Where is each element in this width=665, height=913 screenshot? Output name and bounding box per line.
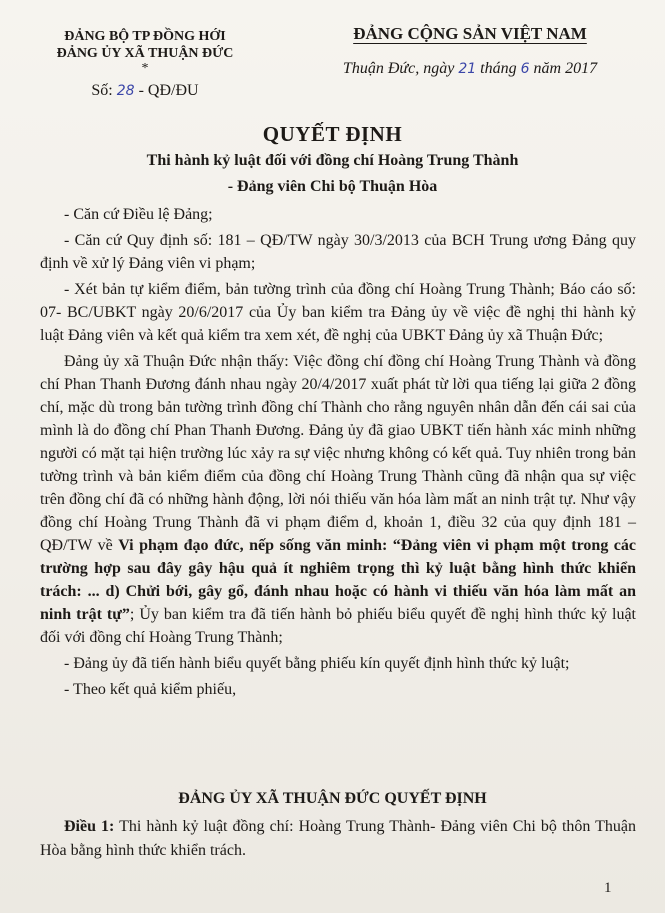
party-header [300, 24, 640, 78]
document-subtitle-1: Thi hành kỷ luật đối với đồng chí Hoàng Trung Thành [146, 152, 519, 169]
findings-violation: Vi phạm đạo đức, nếp sống văn minh: “Đảng viên vi phạm một trong các trường hợp sau đây gây hậu quả ít nghiêm trọng thì kỷ luật bằng hình thức khiển trách: ... d) Chửi bới, gây gổ, đánh nhau hoặc có hành vi thiếu văn hóa làm mất an ninh trật tự” [40, 537, 636, 623]
date-year: năm 2017 [529, 60, 598, 77]
article-1-label: Điều 1: [64, 818, 115, 835]
article-1-text: Thi hành kỷ luật đồng chí: Hoàng Trung Thành- Đảng viên Chi bộ thôn Thuận Hòa bằng hình thức khiển trách. [40, 818, 637, 859]
issuer-header [20, 28, 270, 100]
basis-count: - Theo kết quả kiểm phiếu, [64, 681, 237, 698]
document-title: QUYẾT ĐỊNH [262, 122, 403, 146]
party-name: ĐẢNG CỘNG SẢN VIỆT NAM [353, 24, 587, 43]
document-number-suffix: - QĐ/ĐU [134, 82, 199, 99]
date-day: 21 [458, 61, 477, 77]
decision-heading: ĐẢNG ỦY XÃ THUẬN ĐỨC QUYẾT ĐỊNH [178, 790, 487, 807]
document-subtitle-2: - Đảng viên Chi bộ Thuận Hòa [227, 178, 438, 195]
findings-text: Đảng ủy xã Thuận Đức nhận thấy: Việc đồng chí đồng chí Hoàng Trung Thành và đồng chí Phan Thanh Đương đánh nhau ngày 20/4/2017 xuất phát từ lời qua tiếng lại giữa 2 đồng chí, mặc dù trong bản tường trình đồng chí Thành cho rằng nguyên nhân dẫn đến cái sai của mình là do đồng chí Phan Thanh Đương. Đảng ủy đã giao UBKT tiến hành xác minh những người có mặt tại hiện trường lúc xảy ra sự việc nhưng không có kết quả. Tuy nhiên trong bản tường trình và bản kiểm điểm của đồng chí Hoàng Trung Thành cũng đã nhận qua sự việc trên đồng chí đã có những hành động, lời nói thiếu văn hóa làm mất an ninh trật tự. Như vậy đồng chí Hoàng Trung Thành đã vi phạm điểm d, khoản 1, điều 32 của quy định 181 – QĐ/TW về [40, 353, 636, 554]
page-number: 1 [604, 880, 612, 896]
document-number-value: 28 [116, 83, 135, 99]
header-star: * [141, 61, 149, 76]
issuer-line-1: ĐẢNG BỘ TP ĐỒNG HỚI [64, 29, 226, 44]
basis-review: - Xét bản tự kiểm điểm, bản tường trình của đồng chí Hoàng Trung Thành; Báo cáo số: 07- BC/UBKT ngày 20/6/2017 của Ủy ban kiểm tra Đảng ủy về việc đề nghị thi hành kỷ luật Đảng viên và kết quả kiểm tra xem xét, đề nghị của UBKT Đảng ủy xã Thuận Đức; [40, 281, 636, 344]
document-body [40, 203, 636, 704]
basis-vote: - Đảng ủy đã tiến hành biểu quyết bằng phiếu kín quyết định hình thức kỷ luật; [64, 655, 570, 672]
document-number [20, 82, 270, 100]
findings-conclusion: ; Ủy ban kiểm tra đã tiến hành bỏ phiếu biểu quyết đề nghị hình thức kỷ luật đối với đồng chí Hoàng Trung Thành; [40, 606, 637, 646]
date-month-label: tháng [476, 60, 521, 77]
date-line [300, 60, 640, 78]
title-block [0, 122, 665, 199]
article-1 [40, 815, 636, 863]
document-number-label: Số: [91, 82, 113, 99]
basis-regulation: - Căn cứ Quy định số: 181 – QĐ/TW ngày 30/3/2013 của BCH Trung ương Đảng quy định về xử lý Đảng viên vi phạm; [40, 232, 636, 272]
findings-paragraph [40, 350, 636, 649]
date-place: Thuận Đức, ngày [342, 60, 459, 77]
basis-charter: - Căn cứ Điều lệ Đảng; [64, 206, 213, 223]
issuer-line-2: ĐẢNG ỦY XÃ THUẬN ĐỨC [56, 46, 234, 61]
date-month: 6 [520, 61, 530, 77]
